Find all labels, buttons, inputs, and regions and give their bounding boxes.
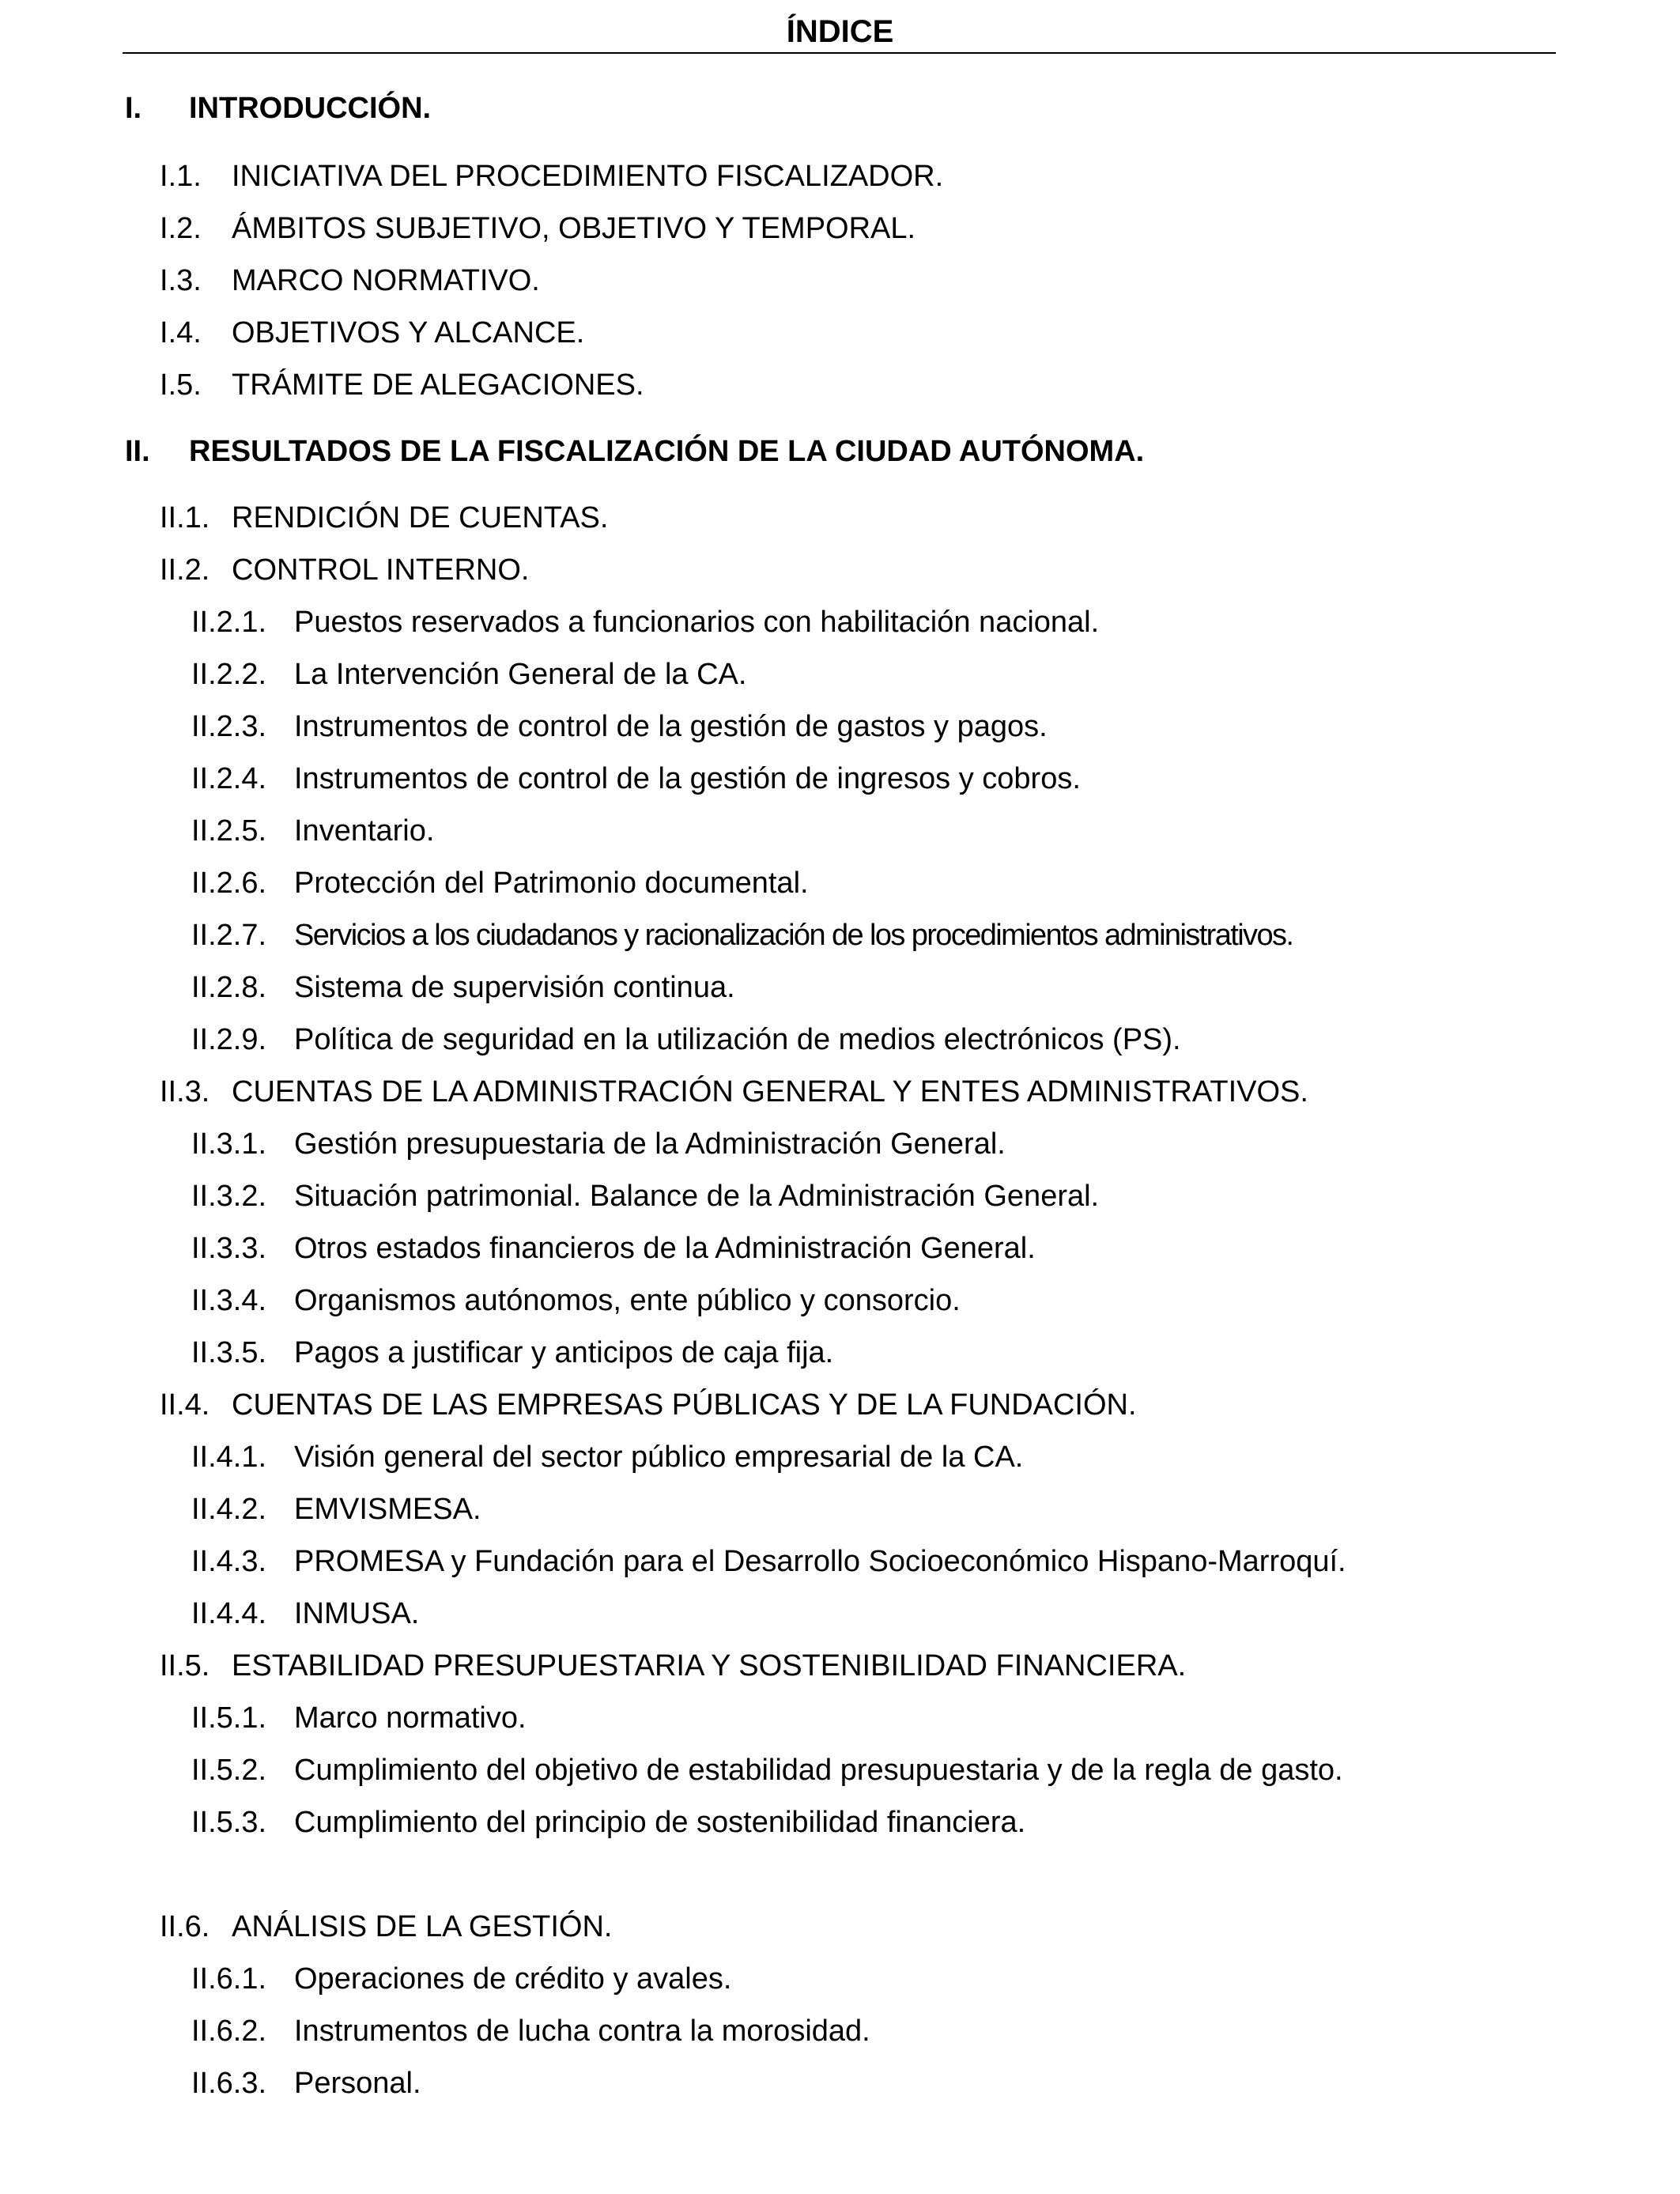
toc-title: Cumplimiento del principio de sostenibilidad financiera. xyxy=(294,1806,1026,1839)
toc-title: Situación patrimonial. Balance de la Administración General. xyxy=(294,1180,1100,1213)
toc-number: I.1. xyxy=(160,160,202,193)
toc-title: PROMESA y Fundación para el Desarrollo Socioeconómico Hispano-Marroquí. xyxy=(294,1545,1346,1578)
toc-number: I.2. xyxy=(160,212,202,245)
toc-number: II.3.3. xyxy=(191,1232,267,1265)
toc-number: II.6. xyxy=(160,1910,210,1943)
toc-number: II.2. xyxy=(160,553,210,587)
toc-title: Instrumentos de control de la gestión de gastos y pagos. xyxy=(294,710,1048,743)
toc-number: II.3.2. xyxy=(191,1180,267,1213)
toc-title: Visión general del sector público empresarial de la CA. xyxy=(294,1441,1024,1474)
toc-number: II.3.4. xyxy=(191,1284,267,1317)
toc-number: II.2.1. xyxy=(191,606,267,639)
toc-title: Sistema de supervisión continua. xyxy=(294,971,735,1004)
toc-title: Organismos autónomos, ente público y consorcio. xyxy=(294,1284,961,1317)
toc-number: II.3. xyxy=(160,1075,210,1108)
toc-number: II.2.9. xyxy=(191,1023,267,1056)
toc-number: II.2.7. xyxy=(191,919,267,952)
toc-number: II.2.4. xyxy=(191,762,267,795)
toc-title: Pagos a justificar y anticipos de caja fija. xyxy=(294,1336,834,1369)
toc-number: II.5. xyxy=(160,1649,210,1682)
toc-title: Inventario. xyxy=(294,814,435,848)
toc-title: RESULTADOS DE LA FISCALIZACIÓN DE LA CIUDAD AUTÓNOMA. xyxy=(189,435,1145,468)
toc-number: I. xyxy=(125,92,142,125)
toc-number: II.2.5. xyxy=(191,814,267,848)
toc-title: ANÁLISIS DE LA GESTIÓN. xyxy=(232,1910,613,1943)
toc-number: II.2.3. xyxy=(191,710,267,743)
toc-number: I.5. xyxy=(160,368,202,402)
toc-number: II.3.5. xyxy=(191,1336,267,1369)
toc-number: II.6.2. xyxy=(191,2015,267,2048)
page-title: ÍNDICE xyxy=(786,14,894,49)
toc-title: INTRODUCCIÓN. xyxy=(189,92,432,125)
toc-number: II.4.4. xyxy=(191,1597,267,1630)
toc-number: II.6.1. xyxy=(191,1962,267,1996)
toc-title: La Intervención General de la CA. xyxy=(294,658,747,691)
toc-title: Cumplimiento del objetivo de estabilidad presupuestaria y de la regla de gasto. xyxy=(294,1754,1343,1787)
toc-number: II.5.2. xyxy=(191,1754,267,1787)
toc-number: II.2.8. xyxy=(191,971,267,1004)
toc-title: TRÁMITE DE ALEGACIONES. xyxy=(232,368,644,402)
toc-title: MARCO NORMATIVO. xyxy=(232,264,540,297)
toc-title: Marco normativo. xyxy=(294,1701,527,1735)
toc-title: CONTROL INTERNO. xyxy=(232,553,530,587)
toc-number: II.1. xyxy=(160,501,210,534)
toc-number: II.5.3. xyxy=(191,1806,267,1839)
toc-number: II.5.1. xyxy=(191,1701,267,1735)
toc-number: II.2.2. xyxy=(191,658,267,691)
toc-number: II.3.1. xyxy=(191,1127,267,1161)
toc-title: OBJETIVOS Y ALCANCE. xyxy=(232,316,585,349)
toc-number: II.4.3. xyxy=(191,1545,267,1578)
toc-title: Personal. xyxy=(294,2067,421,2100)
toc-title: INMUSA. xyxy=(294,1597,420,1630)
toc-number: I.3. xyxy=(160,264,202,297)
toc-title: INICIATIVA DEL PROCEDIMIENTO FISCALIZADOR. xyxy=(232,160,944,193)
toc-number: II.4. xyxy=(160,1388,210,1422)
toc-title: ÁMBITOS SUBJETIVO, OBJETIVO Y TEMPORAL. xyxy=(232,212,916,245)
toc-number: II.2.6. xyxy=(191,867,267,900)
toc-title: Servicios a los ciudadanos y racionalización de los procedimientos administrativos. xyxy=(294,919,1293,952)
toc-number: II.6.3. xyxy=(191,2067,267,2100)
toc-number: II.4.1. xyxy=(191,1441,267,1474)
toc-title: CUENTAS DE LA ADMINISTRACIÓN GENERAL Y ENTES ADMINISTRATIVOS. xyxy=(232,1075,1308,1108)
toc-number: II.4.2. xyxy=(191,1493,267,1526)
toc-title: Otros estados financieros de la Administración General. xyxy=(294,1232,1036,1265)
toc-title: EMVISMESA. xyxy=(294,1493,481,1526)
toc-title: RENDICIÓN DE CUENTAS. xyxy=(232,501,609,534)
toc-title: Política de seguridad en la utilización de medios electrónicos (PS). xyxy=(294,1023,1181,1056)
toc-number: I.4. xyxy=(160,316,202,349)
toc-title: Instrumentos de lucha contra la morosidad. xyxy=(294,2015,870,2048)
toc-title: Gestión presupuestaria de la Administración General. xyxy=(294,1127,1006,1161)
toc-title: Puestos reservados a funcionarios con habilitación nacional. xyxy=(294,606,1100,639)
toc-title: Instrumentos de control de la gestión de ingresos y cobros. xyxy=(294,762,1081,795)
toc-title: CUENTAS DE LAS EMPRESAS PÚBLICAS Y DE LA FUNDACIÓN. xyxy=(232,1388,1137,1422)
toc-title: Operaciones de crédito y avales. xyxy=(294,1962,732,1996)
toc-number: II. xyxy=(125,435,150,468)
toc-title: ESTABILIDAD PRESUPUESTARIA Y SOSTENIBILIDAD FINANCIERA. xyxy=(232,1649,1187,1682)
toc-title: Protección del Patrimonio documental. xyxy=(294,867,809,900)
title-divider xyxy=(123,52,1556,54)
